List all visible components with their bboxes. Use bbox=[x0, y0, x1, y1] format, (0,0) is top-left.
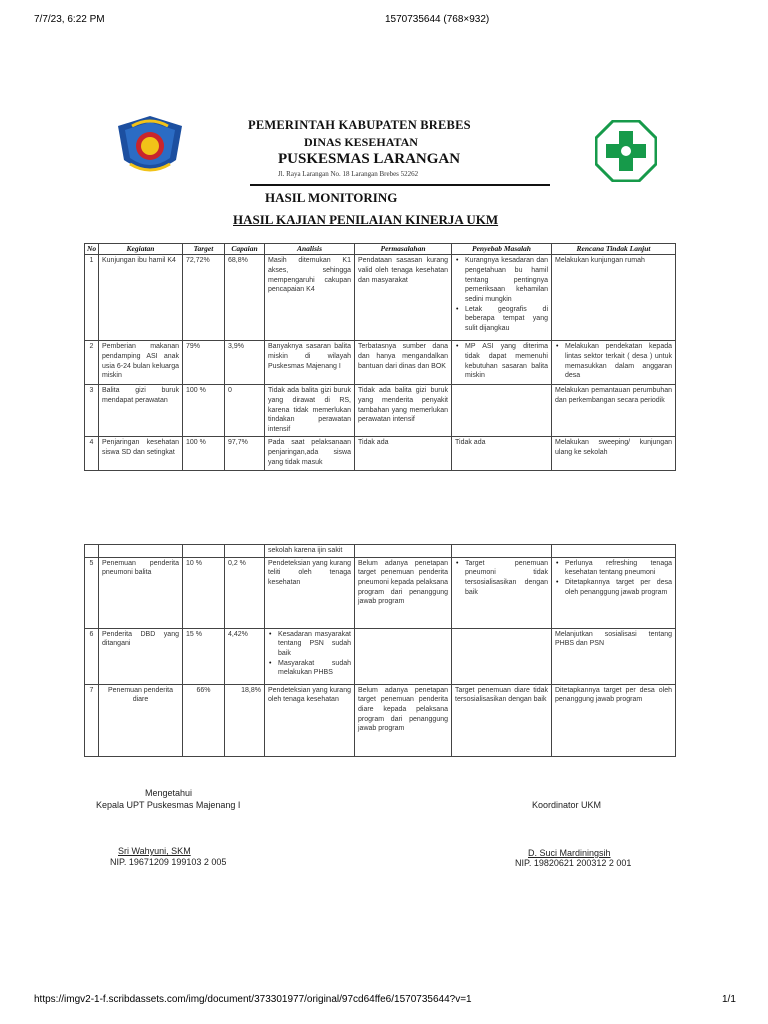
cell-permasalahan bbox=[355, 628, 452, 684]
cell-penyebab: Tidak ada bbox=[452, 437, 552, 471]
cell-no: 6 bbox=[85, 628, 99, 684]
cell-no: 1 bbox=[85, 255, 99, 341]
cell-kegiatan: Balita gizi buruk mendapat perawatan bbox=[99, 385, 183, 437]
cell-analisis bbox=[265, 628, 355, 684]
cell-capaian: 97,7% bbox=[225, 437, 265, 471]
cell-no: 3 bbox=[85, 385, 99, 437]
column-header: Permasalahan bbox=[355, 244, 452, 255]
cell-penyebab bbox=[452, 255, 552, 341]
table-row bbox=[85, 341, 676, 385]
column-header: Penyebab Masalah bbox=[452, 244, 552, 255]
document-title: HASIL MONITORING bbox=[265, 190, 398, 205]
plan-item: • Ditetapkannya target per desa oleh penanggung jawab program bbox=[555, 578, 672, 597]
cell-target: 100 % bbox=[183, 437, 225, 471]
cause-item: • Letak geografis di beberapa tempat yang sulit dijangkau bbox=[455, 305, 548, 334]
signature-left-name: Sri Wahyuni, SKM bbox=[118, 846, 191, 856]
brebes-regency-logo-icon bbox=[112, 114, 188, 178]
table-row bbox=[85, 385, 676, 437]
cell-capaian: 68,8% bbox=[225, 255, 265, 341]
signature-left-nip: NIP. 19671209 199103 2 005 bbox=[110, 857, 227, 867]
letterhead bbox=[100, 110, 680, 190]
cell-capaian: 0,2 % bbox=[225, 557, 265, 628]
cell-analisis-continued: sekolah karena ijin sakit bbox=[265, 545, 355, 558]
table-row bbox=[85, 684, 676, 756]
table-row bbox=[85, 255, 676, 341]
column-header: Kegiatan bbox=[99, 244, 183, 255]
cell-target: 66% bbox=[183, 684, 225, 756]
cell-rencana: Melanjutkan sosialisasi tentang PHBS dan PSN bbox=[552, 628, 676, 684]
cell-rencana: Melakukan sweeping/ kunjungan ulang ke sekolah bbox=[552, 437, 676, 471]
cell-capaian: 18,8% bbox=[225, 684, 265, 756]
print-url: https://imgv2-1-f.scribdassets.com/img/document/373301977/original/97cd64ffe6/1570735644?v=1 bbox=[34, 994, 472, 1005]
cell-kegiatan: Kunjungan ibu hamil K4 bbox=[99, 255, 183, 341]
letterhead-text bbox=[248, 118, 471, 178]
cell-penyebab bbox=[452, 557, 552, 628]
cell-rencana bbox=[552, 341, 676, 385]
signature-right-role: Koordinator UKM bbox=[532, 800, 602, 810]
cell-permasalahan: Tidak ada bbox=[355, 437, 452, 471]
table-row bbox=[85, 628, 676, 684]
letterhead-address: Jl. Raya Larangan No. 18 Larangan Brebes 52262 bbox=[278, 170, 419, 178]
performance-table bbox=[84, 243, 676, 471]
cell-kegiatan: Penemuan penderita diare bbox=[99, 684, 183, 756]
cell-no: 7 bbox=[85, 684, 99, 756]
cell-target: 79% bbox=[183, 341, 225, 385]
cell-analisis: Masih ditemukan K1 akses, sehingga mempengaruhi cakupan pencapaian K4 bbox=[265, 255, 355, 341]
table-row bbox=[85, 557, 676, 628]
cell-penyebab bbox=[452, 628, 552, 684]
cause-item: • Kurangnya kesadaran dan pengetahuan bu hamil tentang pentingnya pemeriksaan kehamilan sedini mungkin bbox=[455, 256, 548, 304]
cause-item: • MP ASI yang diterima tidak dapat memenuhi kebutuhan sasaran balita miskin bbox=[455, 342, 548, 381]
cell-capaian: 4,42% bbox=[225, 628, 265, 684]
cell-capaian: 3,9% bbox=[225, 341, 265, 385]
column-header: Target bbox=[183, 244, 225, 255]
puskesmas-cross-logo-icon bbox=[595, 120, 657, 182]
cell-rencana: Melakukan pemantauan perumbuhan dan perkembangan secara periodik bbox=[552, 385, 676, 437]
analysis-item: • Kesadaran masyarakat tentang PSN sudah baik bbox=[268, 630, 351, 659]
signature-left-heading: Mengetahui bbox=[145, 788, 193, 798]
cell-analisis: Tidak ada balita gizi buruk yang dirawat di RS, karena tidak memerlukan tindakan perawatan intensif bbox=[265, 385, 355, 437]
signature-right-name: D. Suci Mardiningsih bbox=[528, 848, 611, 858]
column-header: Analisis bbox=[265, 244, 355, 255]
table-row bbox=[85, 437, 676, 471]
column-header: Rencana Tindak Lanjut bbox=[552, 244, 676, 255]
cause-item: • Target penemuan pneumoni tidak tersosialisasikan dengan baik bbox=[455, 559, 548, 598]
cell-permasalahan: Belum adanya penetapan target penemuan penderita pneumoni kepada pelaksana program dari penanggung jawab program bbox=[355, 557, 452, 628]
cell-analisis: Pendeteksian yang kurang oleh tenaga kesehatan bbox=[265, 684, 355, 756]
cell-kegiatan: Penjaringan kesehatan siswa SD dan setingkat bbox=[99, 437, 183, 471]
cell-kegiatan: Pemberian makanan pendamping ASI anak usia 6-24 bulan keluarga miskin bbox=[99, 341, 183, 385]
cell-rencana: Melakukan kunjungan rumah bbox=[552, 255, 676, 341]
performance-table-continued bbox=[84, 544, 676, 757]
letterhead-department: DINAS KESEHATAN bbox=[304, 135, 418, 149]
cell-kegiatan: Penderita DBD yang ditangani bbox=[99, 628, 183, 684]
letterhead-institution: PUSKESMAS LARANGAN bbox=[278, 151, 461, 167]
cell-permasalahan: Pendataan sasasan kurang valid oleh tenaga kesehatan dan masyarakat bbox=[355, 255, 452, 341]
cell-rencana: Ditetapkannya target per desa oleh penanggung jawab program bbox=[552, 684, 676, 756]
cell-capaian: 0 bbox=[225, 385, 265, 437]
cell-permasalahan: Tidak ada balita gizi buruk yang menderita penyakit tambahan yang memerlukan perawatan intensif bbox=[355, 385, 452, 437]
letterhead-government: PEMERINTAH KABUPATEN BREBES bbox=[248, 118, 471, 132]
letterhead-divider bbox=[250, 184, 550, 186]
cell-analisis: Pendeteksian yang kurang teliti oleh tenaga kesehatan bbox=[265, 557, 355, 628]
cell-target: 10 % bbox=[183, 557, 225, 628]
plan-item: • Melakukan pendekatan kepada lintas sektor terkait ( desa ) untuk memasukkan dalam anggaran desa bbox=[555, 342, 672, 381]
cell-penyebab: Target penemuan diare tidak tersosialisasikan dengan baik bbox=[452, 684, 552, 756]
cell-target: 15 % bbox=[183, 628, 225, 684]
cell-rencana bbox=[552, 557, 676, 628]
cell-penyebab bbox=[452, 341, 552, 385]
print-doc-title: 1570735644 (768×932) bbox=[385, 14, 490, 25]
table-header-row bbox=[85, 244, 676, 255]
cell-penyebab bbox=[452, 385, 552, 437]
signature-left-role: Kepala UPT Puskesmas Majenang I bbox=[96, 800, 241, 810]
cell-no: 2 bbox=[85, 341, 99, 385]
table-row-continuation bbox=[85, 545, 676, 558]
analysis-item: • Masyarakat sudah melakukan PHBS bbox=[268, 659, 351, 678]
plan-item: • Perlunya refreshing tenaga kesehatan tentang pneumoni bbox=[555, 559, 672, 578]
cell-no: 4 bbox=[85, 437, 99, 471]
cell-no: 5 bbox=[85, 557, 99, 628]
column-header: No bbox=[85, 244, 99, 255]
column-header: Capaian bbox=[225, 244, 265, 255]
cell-target: 100 % bbox=[183, 385, 225, 437]
print-datetime: 7/7/23, 6:22 PM bbox=[34, 14, 105, 25]
cell-analisis: Pada saat pelaksanaan penjaringan,ada siswa yang tidak masuk bbox=[265, 437, 355, 471]
cell-permasalahan: Terbatasnya sumber dana dan hanya mengandalkan bantuan dari dinas dan BOK bbox=[355, 341, 452, 385]
document-subtitle: HASIL KAJIAN PENILAIAN KINERJA UKM bbox=[233, 212, 499, 227]
cell-target: 72,72% bbox=[183, 255, 225, 341]
signature-right-nip: NIP. 19820621 200312 2 001 bbox=[515, 858, 632, 868]
cell-kegiatan: Penemuan penderita pneumoni balita bbox=[99, 557, 183, 628]
print-page-indicator: 1/1 bbox=[722, 994, 736, 1005]
cell-permasalahan: Belum adanya penetapan target penemuan penderita diare kepada pelaksana program dari penanggung jawab program bbox=[355, 684, 452, 756]
cell-analisis: Banyaknya sasaran balita miskin di wilayah Puskesmas Majenang I bbox=[265, 341, 355, 385]
